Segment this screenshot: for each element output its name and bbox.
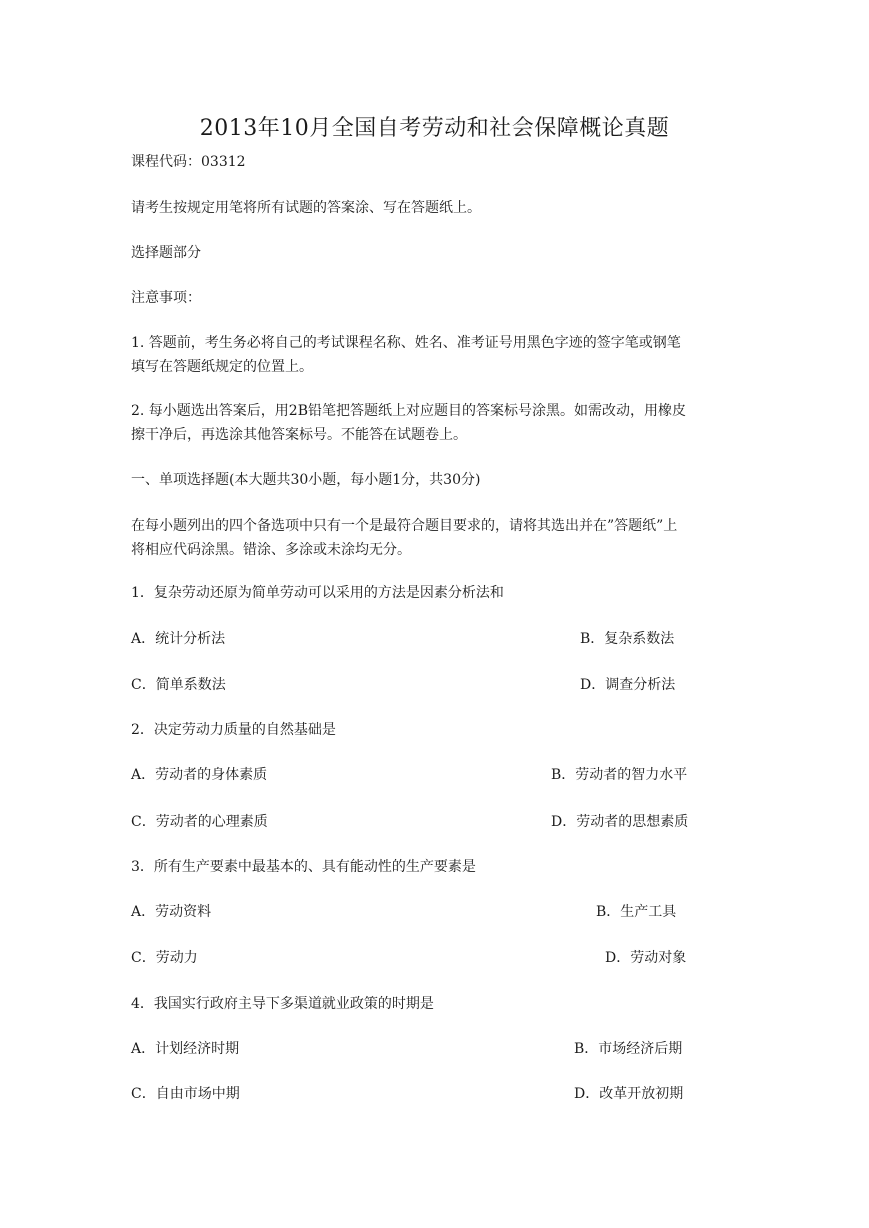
instruction-text: 请考生按规定用笔将所有试题的答案涂、写在答题纸上。 xyxy=(131,200,481,216)
section-heading: 选择题部分 xyxy=(131,245,201,261)
question-2-option-d: D．劳动者的思想素质 xyxy=(551,814,689,830)
question-2-option-b: B．劳动者的智力水平 xyxy=(551,767,688,783)
question-3-option-c: C．劳动力 xyxy=(131,950,198,966)
notice-heading: 注意事项： xyxy=(131,290,201,306)
question-3-option-d: D．劳动对象 xyxy=(605,950,687,966)
question-2-option-c: C．劳动者的心理素质 xyxy=(131,814,268,830)
part-one-heading: 一、单项选择题(本大题共30小题，每小题1分，共30分) xyxy=(131,472,481,488)
notice-item-1-line-1: 1. 答题前，考生务必将自己的考试课程名称、姓名、准考证号用黑色字迹的签字笔或钢笔 xyxy=(131,335,681,351)
question-4-option-d: D．改革开放初期 xyxy=(574,1086,684,1102)
notice-item-2-line-2: 擦干净后，再选涂其他答案标号。不能答在试题卷上。 xyxy=(131,427,467,443)
page-title: 2013年10月全国自考劳动和社会保障概论真题 xyxy=(199,116,670,141)
question-3-option-a: A．劳动资料 xyxy=(131,904,212,920)
question-4-option-c: C．自由市场中期 xyxy=(131,1086,240,1102)
part-one-description xyxy=(131,514,743,562)
notice-item-2-line-1: 2. 每小题选出答案后，用2B铅笔把答题纸上对应题目的答案标号涂黑。如需改动，用橡皮 xyxy=(131,403,687,419)
notice-item-1 xyxy=(131,331,743,379)
question-3-stem: 3．所有生产要素中最基本的、具有能动性的生产要素是 xyxy=(131,859,476,875)
question-4-option-a: A．计划经济时期 xyxy=(131,1041,240,1057)
part-one-description-line-1: 在每小题列出的四个备选项中只有一个是最符合题目要求的，请将其选出并在”答题纸”上 xyxy=(131,518,678,534)
notice-item-2 xyxy=(131,399,743,447)
question-4-stem: 4．我国实行政府主导下多渠道就业政策的时期是 xyxy=(131,996,434,1012)
question-2-stem: 2．决定劳动力质量的自然基础是 xyxy=(131,722,336,738)
question-1-option-a: A．统计分析法 xyxy=(131,631,226,647)
question-4-option-b: B．市场经济后期 xyxy=(574,1041,683,1057)
question-3-option-b: B．生产工具 xyxy=(596,904,677,920)
question-1-stem: 1．复杂劳动还原为简单劳动可以采用的方法是因素分析法和 xyxy=(131,585,504,601)
question-1-option-d: D．调查分析法 xyxy=(580,677,676,693)
course-code: 课程代码：03312 xyxy=(131,154,246,170)
question-1-option-c: C．简单系数法 xyxy=(131,677,226,693)
question-1-option-b: B．复杂系数法 xyxy=(580,631,675,647)
part-one-description-line-2: 将相应代码涂黑。错涂、多涂或未涂均无分。 xyxy=(131,542,411,558)
notice-item-1-line-2: 填写在答题纸规定的位置上。 xyxy=(131,359,313,375)
question-2-option-a: A．劳动者的身体素质 xyxy=(131,767,268,783)
